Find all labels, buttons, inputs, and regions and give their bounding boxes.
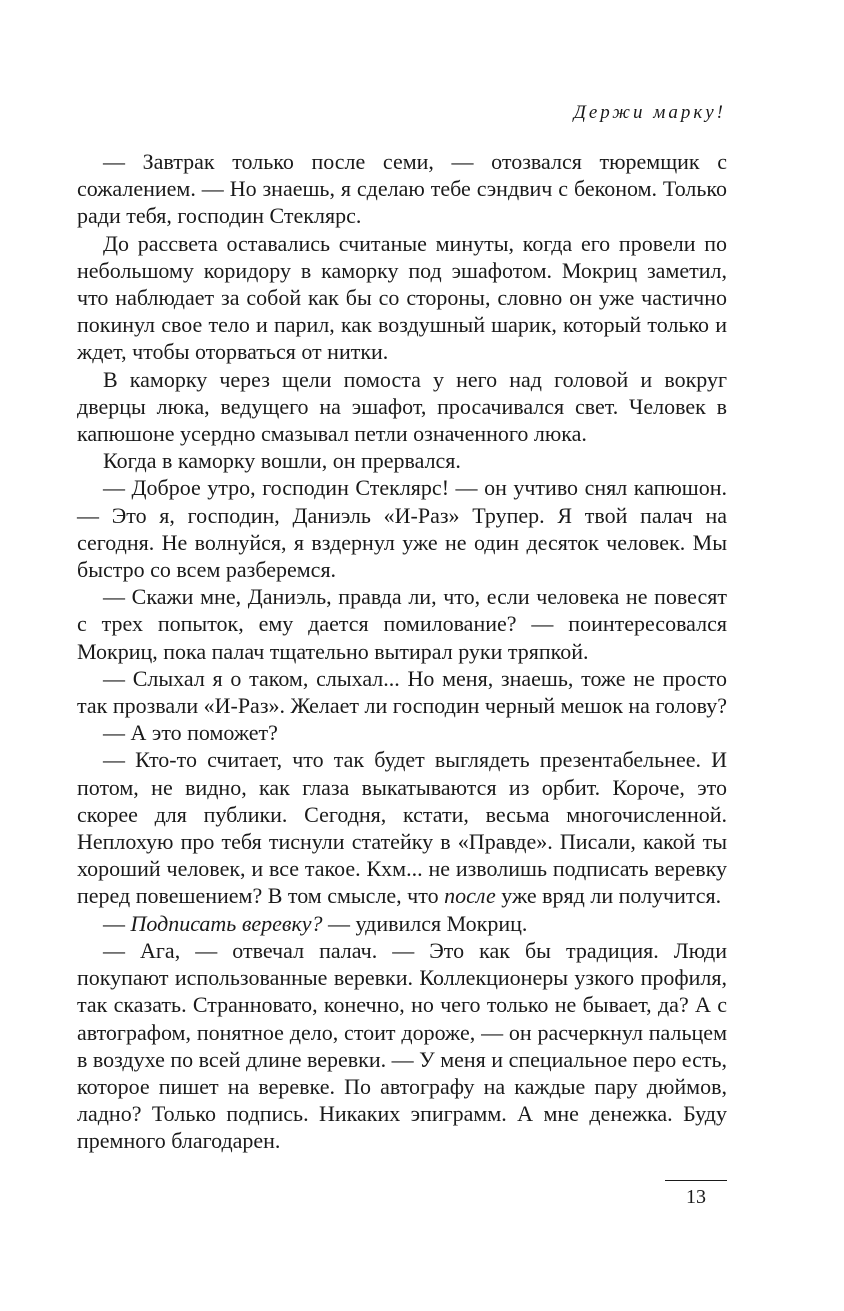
- text-run: — Скажи мне, Даниэль, правда ли, что, если человека не повесят с трех попыток, ему дается помилование? — поинтересовался Мокриц, пока палач тщательно вытирал руки тряпкой.: [77, 584, 727, 664]
- text-run: уже вряд ли получится.: [495, 883, 722, 909]
- text-run: — А это поможет?: [103, 720, 278, 746]
- paragraph: [77, 447, 727, 474]
- body-text: [77, 148, 727, 1155]
- text-run: — удивился Мокриц.: [322, 910, 528, 936]
- paragraph: [77, 910, 727, 937]
- italic-text: Подписать веревку?: [130, 910, 323, 936]
- text-run: — Доброе утро, господин Стеклярс! — он учтиво снял капюшон. — Это я, господин, Даниэль «И-Раз» Трупер. Я твой палач на сегодня. Не волнуйся, я вздернул уже не один десяток человек. Мы быстро со всем разберемся.: [77, 475, 727, 583]
- paragraph: [77, 746, 727, 909]
- paragraph: [77, 719, 727, 746]
- text-run: До рассвета оставались считаные минуты, когда его провели по небольшому коридору в каморку под эшафотом. Мокриц заметил, что наблюдает за собой как бы со стороны, словно он уже частично покинул свое тело и парил, как воздушный шарик, который только и ждет, чтобы оторваться от нитки.: [77, 230, 727, 365]
- paragraph: [77, 937, 727, 1155]
- paragraph: [77, 583, 727, 665]
- italic-text: после: [444, 883, 496, 909]
- folio-rule: [665, 1180, 727, 1181]
- text-run: —: [103, 910, 131, 936]
- paragraph: [77, 665, 727, 719]
- text-run: — Ага, — отвечал палач. — Это как бы традиция. Люди покупают использованные веревки. Коллекционеры узкого профиля, так сказать. Странновато, конечно, но чего только не бывает, да? А с автографом, понятное дело, стоит дороже, — он расчеркнул пальцем в воздухе по всей длине веревки. — У меня и специальное перо есть, которое пишет на веревке. По автографу на каждые пару дюймов, ладно? Только подпись. Никаких эпиграмм. А мне денежка. Буду премного благодарен.: [77, 937, 727, 1154]
- running-head: Держи марку!: [573, 102, 726, 123]
- text-run: — Слыхал я о таком, слыхал... Но меня, знаешь, тоже не просто так прозвали «И-Раз». Желает ли господин черный мешок на голову?: [77, 665, 727, 719]
- paragraph: [77, 366, 727, 448]
- paragraph: [77, 148, 727, 230]
- text-run: — Завтрак только после семи, — отозвался тюремщик с сожалением. — Но знаешь, я сделаю тебе сэндвич с беконом. Только ради тебя, господин Стеклярс.: [77, 149, 727, 229]
- text-run: — Кто-то считает, что так будет выглядеть презентабельнее. И потом, не видно, как глаза выкатываются из орбит. Короче, это скорее для публики. Сегодня, кстати, весьма многочисленной. Неплохую про тебя тиснули статейку в «Правде». Писали, какой ты хороший человек, и все такое. Кхм... не изволишь подписать веревку перед повешением? В том смысле, что: [77, 747, 727, 909]
- paragraph: [77, 474, 727, 583]
- text-run: В каморку через щели помоста у него над головой и вокруг дверцы люка, ведущего на эшафот, просачивался свет. Человек в капюшоне усердно смазывал петли означенного люка.: [77, 366, 727, 447]
- text-run: Когда в каморку вошли, он прервался.: [103, 448, 461, 474]
- page-number: 13: [686, 1186, 706, 1208]
- paragraph: [77, 230, 727, 366]
